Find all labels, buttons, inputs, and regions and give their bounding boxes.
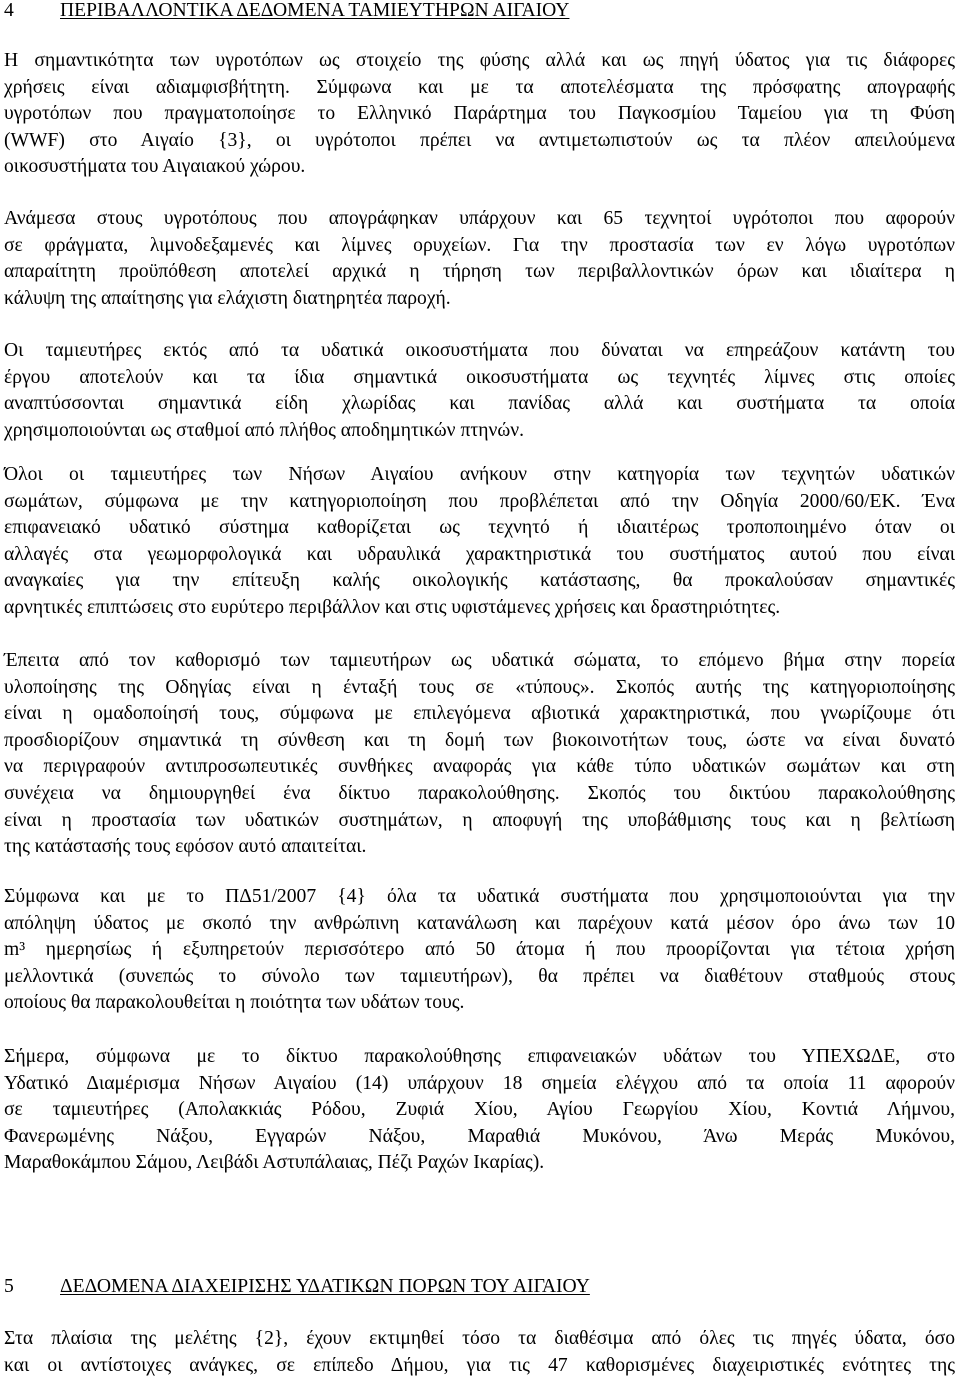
text-line: Όλοι οι ταμιευτήρες των Νήσων Αιγαίου ανήκουν στην κατηγορία των τεχνητών υδατικών [4, 464, 955, 485]
text-line: οικοσυστήματα του Αιγαιακού χώρου. [4, 156, 306, 178]
text-line: (WWF) στο Αιγαίο {3}, οι υγρότοποι πρέπει να αντιμετωπιστούν ως τα πλέον απειλούμενα [4, 129, 955, 151]
text-line: υγροτόπων που πραγματοποίησε το Ελληνικό Παράρτημα του Παγκοσμίου Ταμείου για τη Φύση [4, 103, 955, 125]
text-line: αρνητικές επιπτώσεις στο ευρύτερο περιβάλλον και στις υφιστάμενες χρήσεις και δραστηριότητες. [4, 596, 781, 618]
text-line: είναι η προστασία των υδατικών συστημάτων, η αποφυγή της υποβάθμισης τους και η βελτίωση [4, 809, 955, 831]
text-line: αναγκαίες για την επίτευξη καλής οικολογικής κατάστασης, θα προκαλούσαν σημαντικές [4, 570, 955, 592]
text-line: έργου αποτελούν και τα ίδια σημαντικά οικοσυστήματα ως τεχνητές λίμνες στις οποίες [4, 366, 955, 388]
text-line: αναπτύσσονται σημαντικά είδη χλωρίδας και πανίδας αλλά και συστήματα τα οποία [4, 393, 955, 415]
paragraph-artificial-water-bodies [4, 462, 955, 622]
text-line: να περιγραφούν αντιπροσωπευτικές συνθήκες αναφοράς για κάθε τύπο υδατικών σωμάτων και στη [4, 756, 955, 778]
text-line: χρήσεις είναι αδιαμφισβήτητη. Σύμφωνα και με τα αποτελέσματα της πρόσφατης απογραφής [4, 76, 955, 98]
paragraph-monitoring-requirement [4, 884, 955, 1017]
text-line: χρησιμοποιούνται ως σταθμοί από πλήθος αποδημητικών πτηνών. [4, 419, 524, 441]
text-line: σε φράγματα, λιμνοδεξαμενές και λίμνες ορυχείων. Για την προστασία των εν λόγω υγροτόπων [4, 234, 955, 256]
text-line: Σύμφωνα και με το ΠΔ51/2007 {4} όλα τα υδατικά συστήματα που χρησιμοποιούνται για την [4, 886, 955, 907]
text-line: σε ταμιευτήρες (Απολακκιάς Ρόδου, Ζυφιά Χίου, Αγίου Γεωργίου Χίου, Κοντιά Λήμνου, [4, 1099, 955, 1121]
text-line: οποίους θα παρακολουθείται η ποιότητα των υδάτων τους. [4, 992, 465, 1014]
section-number: 5 [4, 1276, 14, 1297]
section-title: ΔΕΔΟΜΕΝΑ ΔΙΑΧΕΙΡΙΣΗΣ ΥΔΑΤΙΚΩΝ ΠΟΡΩΝ ΤΟΥ ΑΙΓΑΙΟΥ [60, 1276, 590, 1297]
text-line: Η σημαντικότητα των υγροτόπων ως στοιχείο της φύσης αλλά και ως πηγή ύδατος για τις διάφορες [4, 50, 955, 71]
text-line: Ανάμεσα στους υγροτόπους που απογράφηκαν υπάρχουν και 65 τεχνητοί υγρότοποι που αφορούν [4, 208, 955, 229]
text-line: απόληψη ύδατος με σκοπό την ανθρώπινη κατανάλωση και παρέχουν κατά μέσον όρο άνω των 10 [4, 912, 955, 934]
paragraph-artificial-wetlands [4, 206, 955, 312]
text-line: Υδατικό Διαμέρισμα Νήσων Αιγαίου (14) υπάρχουν 18 σημεία ελέγχου από τα οποία 11 αφορούν [4, 1072, 955, 1094]
paragraph-water-availability [4, 1326, 955, 1379]
text-line: Φανερωμένης Νάξου, Εγγαρών Νάξου, Μαραθιά Μυκόνου, Άνω Μεράς Μυκόνου, [4, 1125, 955, 1147]
text-line: της κατάστασής τους εφόσον αυτό απαιτείται. [4, 836, 367, 858]
text-line: είναι η ομαδοποίησή τους, σύμφωνα με επιλεγόμενα αβιοτικά χαρακτηριστικά, που γνωρίζουμε ότι [4, 703, 955, 725]
text-line: Έπειτα από τον καθορισμό των ταμιευτήρων ως υδατικά σώματα, το επόμενο βήμα στην πορεία [4, 650, 955, 671]
paragraph-wetlands-importance [4, 48, 955, 181]
text-line: Μαραθοκάμπου Σάμου, Λειβάδι Αστυπάλαιας, Πέζι Ραχών Ικαρίας). [4, 1152, 545, 1174]
text-line: Στα πλαίσια της μελέτης {2}, έχουν εκτιμηθεί τόσο τα διαθέσιμα από όλες τις πηγές ύδατα, όσο [4, 1328, 955, 1349]
paragraph-typology [4, 648, 955, 861]
text-line: κάλυψη της απαίτησης για ελάχιστη διατηρητέα παροχή. [4, 287, 451, 309]
text-line: και οι αντίστοιχες ανάγκες, σε επίπεδο Δήμου, για τις 47 καθορισμένες διαχειριστικές ενότητες της [4, 1354, 955, 1376]
text-line: Σήμερα, σύμφωνα με το δίκτυο παρακολούθησης επιφανειακών υδάτων του ΥΠΕΧΩΔΕ, στο [4, 1046, 955, 1067]
text-line: σωμάτων, σύμφωνα με την κατηγοριοποίηση που προβλέπεται από την Οδηγία 2000/60/ΕΚ. Ένα [4, 490, 955, 512]
text-line: m³ ημερησίως ή εξυπηρετούν περισσότερο από 50 άτομα ή που προορίζονται για τέτοια χρήση [4, 939, 955, 961]
text-line: Οι ταμιευτήρες εκτός από τα υδατικά οικοσυστήματα που δύναται να επηρεάζουν κατάντη του [4, 340, 955, 361]
section-heading-5 [4, 1274, 590, 1301]
paragraph-reservoir-ecosystems [4, 338, 955, 444]
text-line: υλοποίησης της Οδηγίας είναι η ένταξή τους σε «τύπους». Σκοπός αυτής της κατηγοριοποίησης [4, 676, 955, 698]
text-line: προσδιορίζουν σημαντικά τη σύνθεση και τη δομή των βιοκοινοτήτων τους, ώστε να είναι δυνατό [4, 729, 955, 751]
text-line: συνέχεια να δημιουργηθεί ένα δίκτυο παρακολούθησης. Σκοπός του δικτύου παρακολούθησης [4, 782, 955, 804]
section-title: ΠΕΡΙΒΑΛΛΟΝΤΙΚΑ ΔΕΔΟΜΕΝΑ ΤΑΜΙΕΥΤΗΡΩΝ ΑΙΓΑΙΟΥ [60, 0, 570, 21]
text-line: απαραίτητη προϋπόθεση αποτελεί αρχικά η τήρηση των περιβαλλοντικών όρων και ιδιαίτερα η [4, 261, 955, 283]
paragraph-monitoring-network [4, 1044, 955, 1177]
text-line: επιφανειακό υδατικό σύστημα καθορίζεται ως τεχνητό ή ιδιαιτέρως τροποποιημένο όταν οι [4, 517, 955, 539]
text-line: αλλαγές στα γεωμορφολογικά και υδραυλικά χαρακτηριστικά του συστήματος αυτού που είναι [4, 543, 955, 565]
section-number: 4 [4, 0, 14, 21]
text-line: μελλοντικά (συνεπώς το σύνολο των ταμιευτήρων), θα πρέπει να διαθέτουν σταθμούς στους [4, 965, 955, 987]
section-heading-4 [4, 0, 569, 25]
